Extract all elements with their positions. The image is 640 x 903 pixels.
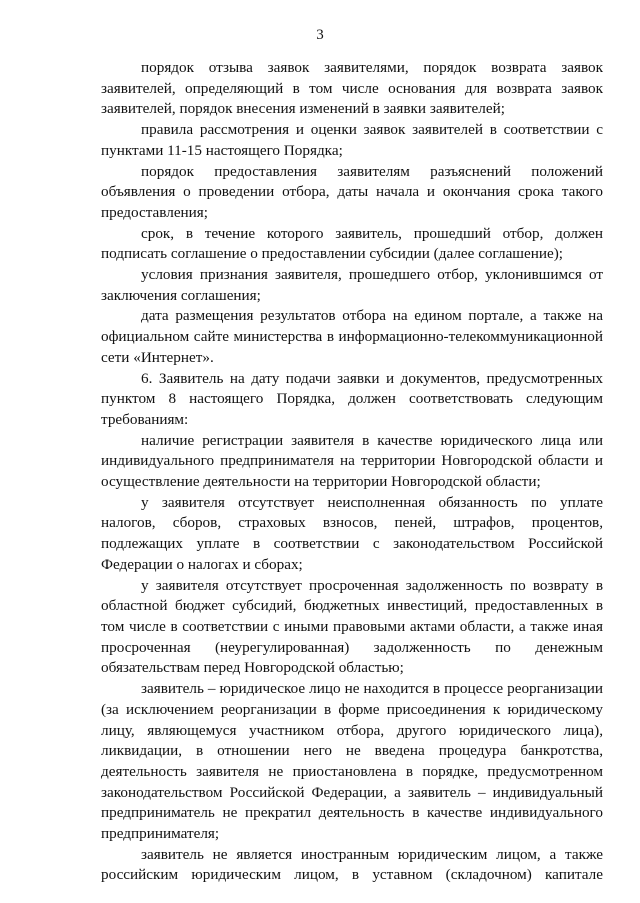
paragraph-registration: наличие регистрации заявителя в качестве юридического лица или индивидуального предпринимателя на территории Новгородской области и осуществление деятельности на территории Новгородской области; bbox=[101, 431, 603, 491]
document-body bbox=[101, 58, 603, 886]
paragraph-review-rules: правила рассмотрения и оценки заявок заявителей в соответствии с пунктами 11-15 настоящего Порядка; bbox=[101, 121, 603, 159]
page-number: 3 bbox=[316, 27, 324, 43]
paragraph-foreign-entity: заявитель не является иностранным юридическим лицом, а также российским юридическим лицом, в уставном (складочном) капитале bbox=[101, 845, 603, 884]
paragraph-application-withdrawal: порядок отзыва заявок заявителями, порядок возврата заявок заявителей, определяющий в том числе основания для возврата заявок заявителей, порядок внесения изменений в заявки заявителей; bbox=[101, 59, 603, 118]
paragraph-evasion-conditions: условия признания заявителя, прошедшего отбор, уклонившимся от заключения соглашения; bbox=[101, 266, 603, 304]
paragraph-results-publication: дата размещения результатов отбора на едином портале, а также на официальном сайте министерства в информационно-телекоммуникационной сети «Интернет». bbox=[101, 307, 603, 366]
paragraph-tax-obligations: у заявителя отсутствует неисполненная обязанность по уплате налогов, сборов, страховых взносов, пеней, штрафов, процентов, подлежащих уплате в соответствии с законодательством Российской Федерации о налогах и сборах; bbox=[101, 493, 603, 573]
paragraph-signing-deadline: срок, в течение которого заявитель, прошедший отбор, должен подписать соглашение о предоставлении субсидии (далее соглашение); bbox=[101, 224, 603, 263]
paragraph-clause-6-requirements: 6. Заявитель на дату подачи заявки и документов, предусмотренных пунктом 8 настоящего Порядка, должен соответствовать следующим требованиям: bbox=[101, 369, 603, 428]
paragraph-clarifications: порядок предоставления заявителям разъяснений положений объявления о проведении отбора, даты начала и окончания срока такого предоставления; bbox=[101, 162, 603, 221]
paragraph-reorganization: заявитель – юридическое лицо не находится в процессе реорганизации (за исключением реорганизации в форме присоединения к юридическому лицу, являющемуся участником отбора, другого юридического лица), ликвидации, в отношении него не введена процедура банкротства, деятельность заявителя не приостановлена в порядке, предусмотренном законодательством Российской Федерации, а заявитель – индивидуальный предприниматель не прекратил деятельность в качестве индивидуального предпринимателя; bbox=[101, 680, 603, 843]
paragraph-overdue-debt: у заявителя отсутствует просроченная задолженность по возврату в областной бюджет субсидий, бюджетных инвестиций, предоставленных в том числе в соответствии с иными правовыми актами области, а также иная просроченная (неурегулированная) задолженность по денежным обязательствам перед Новгородской областью; bbox=[101, 576, 603, 677]
